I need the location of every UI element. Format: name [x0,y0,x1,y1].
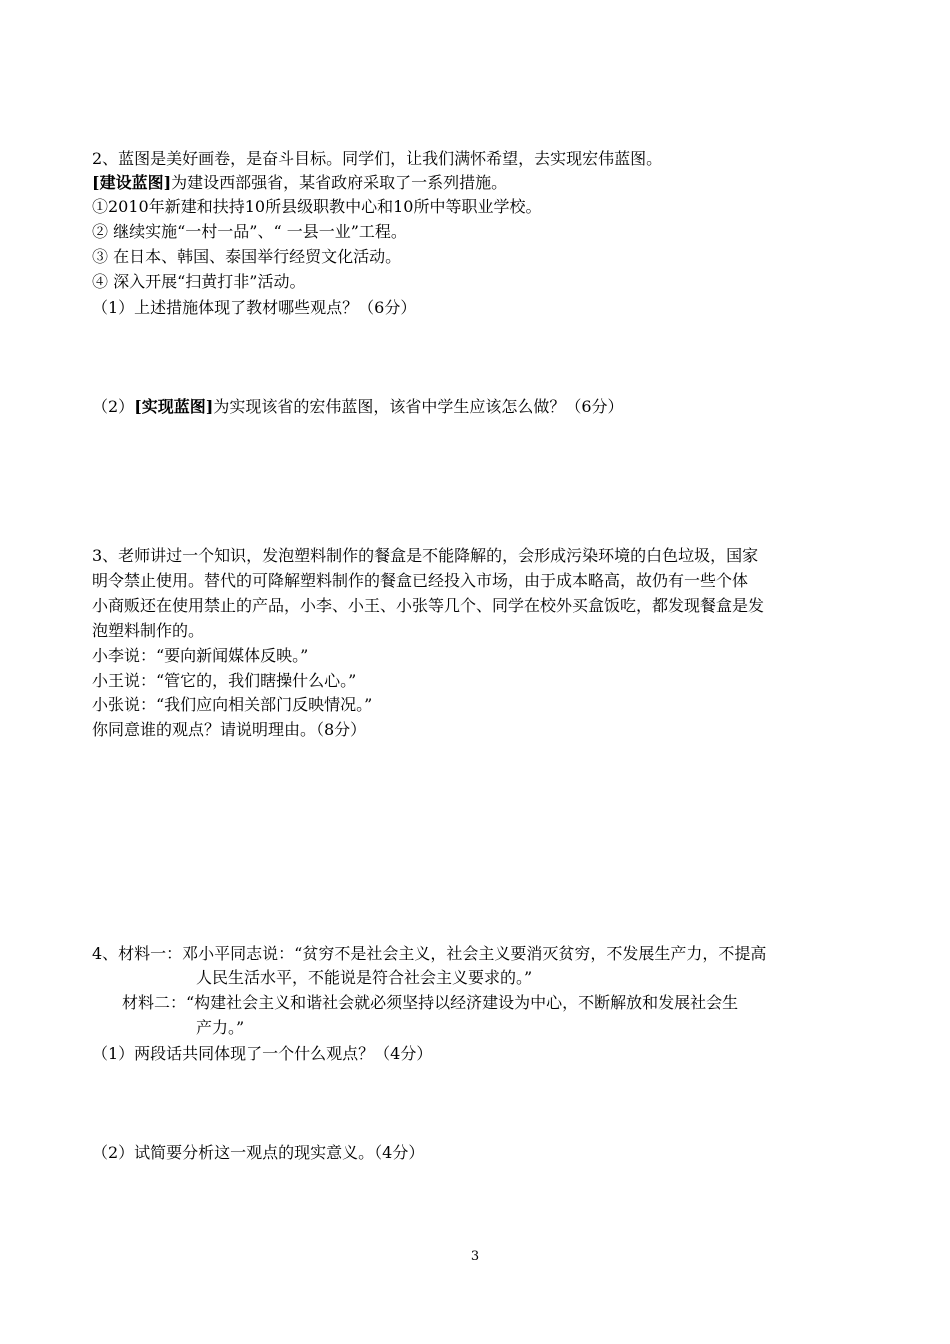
q4-subquestion-1: （1）两段话共同体现了一个什么观点？（4分） [92,1044,433,1063]
q2-section1 [92,172,507,194]
q3-paragraph-line-3: 小商贩还在使用禁止的产品，小李、小王、小张等几个、同学在校外买盒饭吃，都发现餐盒是发 [92,596,765,615]
q3-xiaozhang-says: 小张说：“我们应向相关部门反映情况。” [92,695,373,714]
q2-measure-2: ② 继续实施“一村一品”、“ 一县一业”工程。 [92,222,407,241]
q2-measure-1: ①2010年新建和扶持10所县级职教中心和10所中等职业学校。 [92,197,542,216]
page-number: 3 [470,1249,480,1264]
q2-subquestion-2 [92,396,624,418]
q4-material-2-line-2: 产力。” [196,1018,245,1037]
q2-measure-3: ③ 在日本、韩国、泰国举行经贸文化活动。 [92,247,402,266]
q3-paragraph-line-4: 泡塑料制作的。 [92,621,205,640]
q4-subquestion-2: （2）试简要分析这一观点的现实意义。（4分） [92,1143,425,1162]
q2-sub2-tag: [实现蓝图] [134,397,214,416]
q3-paragraph-line-1: 3、老师讲过一个知识，发泡塑料制作的餐盒是不能降解的，会形成污染环境的白色垃圾，国家 [92,546,759,565]
q3-paragraph-line-2: 明令禁止使用。替代的可降解塑料制作的餐盒已经投入市场，由于成本略高，故仍有一些个体 [92,571,749,590]
q4-material-1-line-1: 4、材料一：邓小平同志说：“贫穷不是社会主义，社会主义要消灭贫穷，不发展生产力，不提高 [92,944,767,963]
q4-material-2-line-1: 材料二：“构建社会主义和谐社会就必须坚持以经济建设为中心，不断解放和发展社会生 [122,993,739,1012]
q2-sub2-prefix: （2） [92,397,135,416]
q3-question: 你同意谁的观点？请说明理由。（8分） [92,720,367,739]
q2-intro: 2、蓝图是美好画卷，是奋斗目标。同学们，让我们满怀希望，去实现宏伟蓝图。 [92,149,663,168]
q2-section1-text: 为建设西部强省，某省政府采取了一系列措施。 [171,173,508,192]
q2-subquestion-1: （1）上述措施体现了教材哪些观点？（6分） [92,298,417,317]
q3-xiaoli-says: 小李说：“要向新闻媒体反映。” [92,646,309,665]
q2-sub2-text: 为实现该省的宏伟蓝图，该省中学生应该怎么做？（6分） [213,397,624,416]
q2-section1-tag: [建设蓝图] [92,173,172,192]
q4-material-1-line-2: 人民生活水平，不能说是符合社会主义要求的。” [196,968,533,987]
q3-xiaowang-says: 小王说：“管它的，我们瞎操什么心。” [92,671,357,690]
q2-measure-4: ④ 深入开展“扫黄打非”活动。 [92,272,306,291]
